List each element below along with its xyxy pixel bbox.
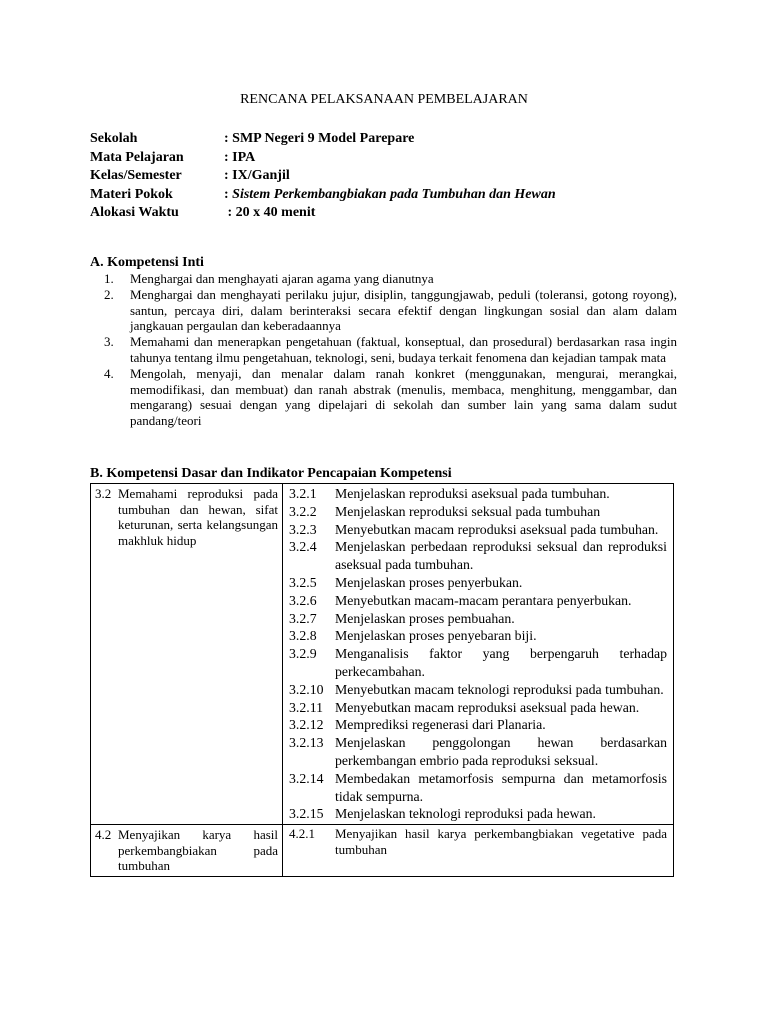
indicator-text: Menjelaskan reproduksi aseksual pada tumbuhan. <box>335 486 610 501</box>
indicator-item <box>289 716 667 734</box>
indicator-item <box>289 627 667 645</box>
indicator-text: Menjelaskan reproduksi seksual pada tumbuhan <box>335 503 601 519</box>
indicator-text: Membedakan metamorfosis sempurna dan metamorfosis tidak sempurna. <box>335 770 667 804</box>
section-b-heading: B. Kompetensi Dasar dan Indikator Pencapaian Kompetensi <box>90 466 452 481</box>
indicator-text: Menyebutkan macam teknologi reproduksi pada tumbuhan. <box>335 681 664 697</box>
info-label: Mata Pelajaran <box>90 149 184 165</box>
indicator-number: 3.2.12 <box>289 717 324 733</box>
indicator-text: Menjelaskan proses penyebaran biji. <box>335 628 537 644</box>
kompetensi-dasar-table <box>90 483 674 877</box>
document-title: RENCANA PELAKSANAAN PEMBELAJARAN <box>240 92 528 107</box>
kd-text: Memahami reproduksi pada tumbuhan dan hewan, sifat keturunan, serta kelangsungan makhluk hidup <box>118 486 278 548</box>
indicator-text: Menjelaskan perbedaan reproduksi seksual dan reproduksi aseksual pada tumbuhan. <box>335 539 667 573</box>
info-label: Alokasi Waktu <box>90 205 179 220</box>
indicator-item <box>289 734 667 770</box>
kd-cell <box>91 484 283 825</box>
list-item-text: Memahami dan menerapkan pengetahuan (faktual, konseptual, dan prosedural) berdasarkan rasa ingin tahunya tentang ilmu pengetahuan, teknologi, seni, budaya terkait fenomena dan kejadian tampak mata <box>130 334 677 365</box>
indicator-item <box>289 574 667 592</box>
indicator-item <box>289 699 667 717</box>
info-row-alokasi-waktu <box>90 204 556 223</box>
indicator-text: Menyebutkan macam-macam perantara penyerbukan. <box>335 592 632 608</box>
indicator-number: 3.2.10 <box>289 681 324 697</box>
indicator-number: 3.2.6 <box>289 592 317 608</box>
info-value-prefix: : <box>224 186 233 202</box>
indicator-item <box>289 592 667 610</box>
indicator-text: Menjelaskan teknologi reproduksi pada hewan. <box>335 806 596 822</box>
indicator-text: Menjelaskan penggolongan hewan berdasarkan perkembangan embrio pada reproduksi seksual. <box>335 735 667 768</box>
info-value: : SMP Negeri 9 Model Parepare <box>224 131 415 146</box>
info-row-mata-pelajaran <box>90 149 556 168</box>
indicator-number: 3.2.2 <box>289 503 317 519</box>
info-value: : IPA <box>224 149 256 165</box>
info-label: Kelas/Semester <box>90 168 182 183</box>
indicator-number: 4.2.1 <box>289 826 315 842</box>
indicator-number: 3.2.15 <box>289 806 324 822</box>
list-item-number: 3. <box>104 334 114 350</box>
info-value: : IX/Ganjil <box>224 168 290 183</box>
list-item-number: 4. <box>104 365 114 381</box>
indicator-item <box>289 610 667 628</box>
list-item <box>104 287 677 334</box>
info-value: Sistem Perkembangbiakan pada Tumbuhan dan Hewan <box>232 186 556 202</box>
indicator-item <box>289 826 667 857</box>
indicator-number: 3.2.4 <box>289 539 317 555</box>
kompetensi-inti-list <box>104 271 677 429</box>
list-item <box>104 334 677 366</box>
kd-text: Menyajikan karya hasil perkembangbiakan pada tumbuhan <box>118 827 278 874</box>
indicator-number: 3.2.7 <box>289 610 317 626</box>
indicator-item <box>289 538 667 574</box>
kd-cell <box>91 825 283 877</box>
indicator-number: 3.2.11 <box>289 699 323 715</box>
indicator-text: Memprediksi regenerasi dari Planaria. <box>335 717 546 733</box>
list-item-number: 2. <box>104 286 114 302</box>
indicator-cell <box>283 825 674 877</box>
table-row <box>91 825 674 877</box>
list-item-number: 1. <box>104 271 114 286</box>
info-label: Materi Pokok <box>90 186 173 202</box>
indicator-cell <box>283 484 674 825</box>
indicator-item <box>289 770 667 806</box>
indicator-item <box>289 521 667 539</box>
kd-number: 4.2 <box>95 827 112 843</box>
indicator-text: Menyajikan hasil karya perkembangbiakan vegetative pada tumbuhan <box>335 826 667 857</box>
indicator-number: 3.2.3 <box>289 521 317 537</box>
indicator-number: 3.2.8 <box>289 628 317 644</box>
indicator-text: Menyebutkan macam reproduksi aseksual pada tumbuhan. <box>335 521 659 537</box>
indicator-text: Menganalisis faktor yang berpengaruh terhadap perkecambahan. <box>335 646 667 679</box>
kd-number: 3.2 <box>95 486 112 501</box>
indicator-number: 3.2.13 <box>289 735 324 751</box>
indicator-item <box>289 645 667 681</box>
indicator-number: 3.2.1 <box>289 486 317 501</box>
list-item-text: Mengolah, menyaji, dan menalar dalam ranah konkret (menggunakan, mengurai, merangkai, memodifikasi, dan membuat) dan ranah abstrak (menulis, membaca, menghitung, menggambar, dan mengarang) sesuai dengan yang dipelajari di sekolah dan sumber lain yang sama dalam sudut pandang/teori <box>130 365 677 429</box>
indicator-text: Menjelaskan proses penyerbukan. <box>335 574 523 590</box>
indicator-item <box>289 485 667 503</box>
indicator-text: Menjelaskan proses pembuahan. <box>335 610 515 626</box>
table-row <box>91 484 674 825</box>
indicator-item <box>289 503 667 521</box>
section-a-heading: A. Kompetensi Inti <box>90 255 204 270</box>
info-label: Sekolah <box>90 131 138 146</box>
indicator-item <box>289 805 667 823</box>
indicator-item <box>289 681 667 699</box>
identity-block <box>90 130 556 223</box>
list-item <box>104 366 677 429</box>
indicator-number: 3.2.14 <box>289 770 324 786</box>
info-value-wrap <box>224 186 556 205</box>
list-item-text: Menghargai dan menghayati ajaran agama yang dianutnya <box>130 271 434 286</box>
info-value: : 20 x 40 menit <box>224 205 316 220</box>
info-row-materi-pokok <box>90 186 556 205</box>
indicator-number: 3.2.5 <box>289 574 317 590</box>
info-row-sekolah <box>90 130 556 149</box>
list-item-text: Menghargai dan menghayati perilaku jujur, disiplin, tanggungjawab, peduli (toleransi, gotong royong), santun, percaya diri, dalam berinteraksi secara efektif dengan lingkungan sosial dan alam dalam jangkauan pergaulan dan keberadaannya <box>130 286 677 334</box>
indicator-text: Menyebutkan macam reproduksi aseksual pada hewan. <box>335 699 640 715</box>
indicator-number: 3.2.9 <box>289 646 317 662</box>
list-item <box>104 271 677 287</box>
info-row-kelas-semester <box>90 167 556 186</box>
